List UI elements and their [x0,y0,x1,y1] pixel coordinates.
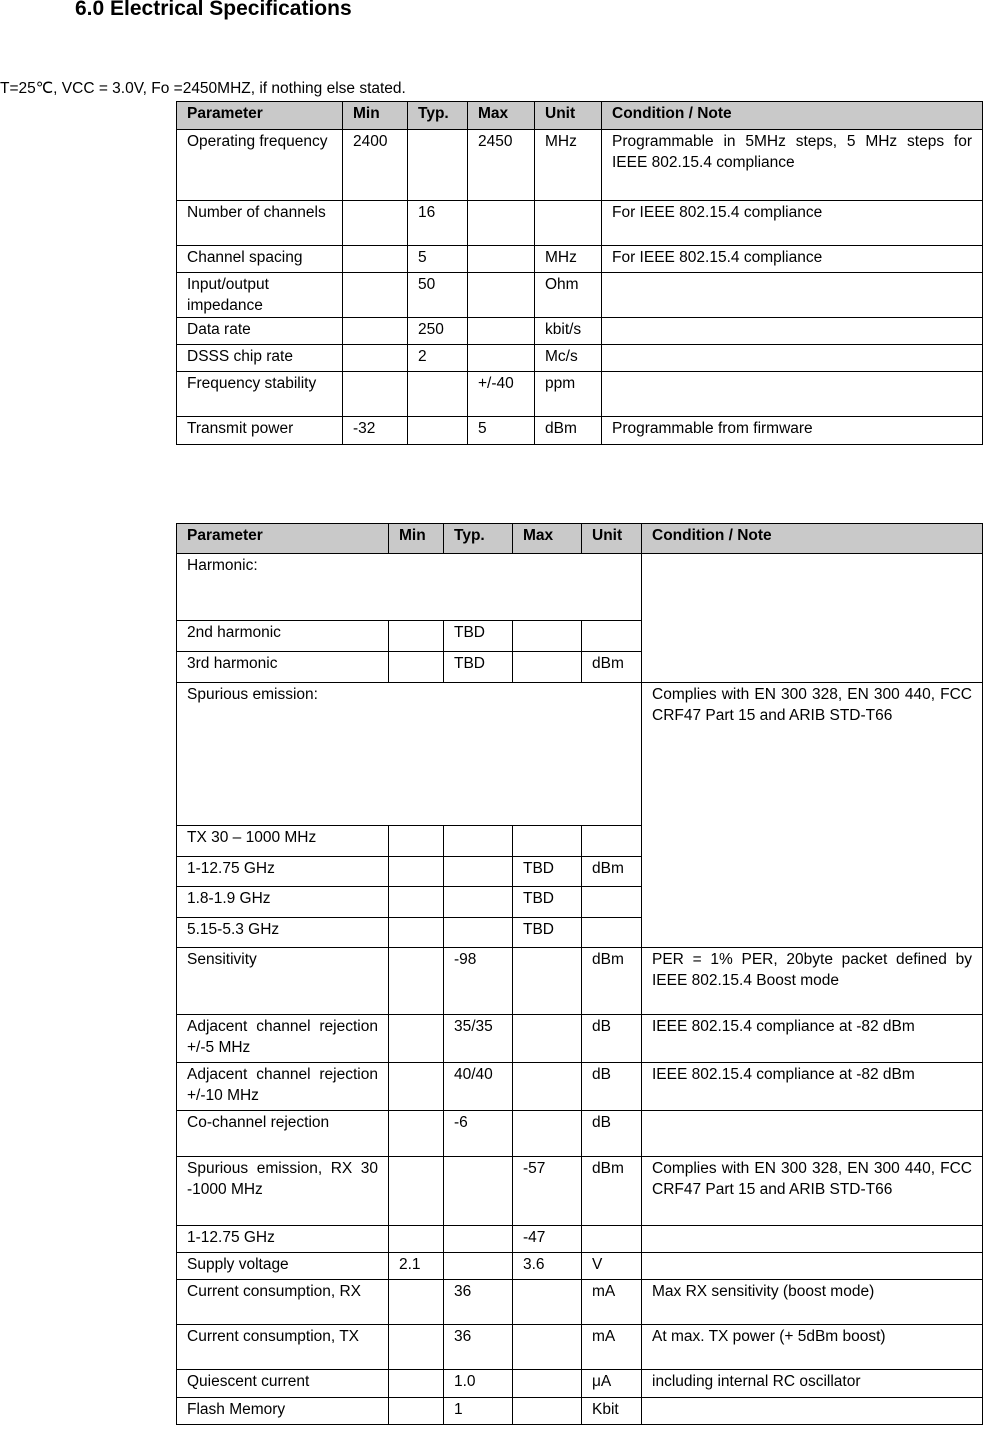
cell-typ: -6 [444,1111,513,1157]
cell-min: -32 [343,417,408,445]
cell-unit: dBm [535,417,602,445]
cell-max [513,1398,582,1425]
table-row [177,1157,983,1226]
cell-unit: MHz [535,246,602,273]
cell-unit: Kbit [582,1398,642,1425]
cell-typ: TBD [444,652,513,683]
cell-parameter: Co-channel rejection [177,1111,389,1157]
header-condition: Condition / Note [602,102,983,130]
cell-unit: MHz [535,130,602,201]
cell-condition: PER = 1% PER, 20byte packet defined by IEEE 802.15.4 Boost mode [642,948,983,1015]
cell-max [513,1111,582,1157]
cell-max [513,1015,582,1063]
cell-unit: dBm [582,1157,642,1226]
cell-parameter: Operating frequency [177,130,343,201]
cell-max [468,318,535,345]
cell-max: TBD [513,857,582,887]
cell-min [389,1280,444,1325]
cell-typ [444,857,513,887]
cell-typ [408,417,468,445]
cell-parameter: Sensitivity [177,948,389,1015]
cell-min [343,318,408,345]
cell-min [389,1370,444,1398]
cell-typ: 36 [444,1325,513,1370]
table-row [177,417,983,445]
cell-unit: dBm [582,948,642,1015]
spurious-label: Spurious emission: [177,683,642,826]
cell-max: 2450 [468,130,535,201]
header-max: Max [513,524,582,554]
cell-max: 3.6 [513,1253,582,1280]
cell-unit [535,201,602,246]
cell-max [513,1280,582,1325]
cell-typ [444,918,513,948]
cell-typ: 40/40 [444,1063,513,1111]
cell-parameter: Number of channels [177,201,343,246]
cell-typ: 2 [408,345,468,372]
header-parameter: Parameter [177,524,389,554]
cell-min [389,857,444,887]
cell-unit: ppm [535,372,602,417]
cell-max [513,1063,582,1111]
cell-max [513,948,582,1015]
header-parameter: Parameter [177,102,343,130]
cell-max [513,826,582,857]
table-row [177,1370,983,1398]
table-row [177,130,983,201]
table-row [177,1398,983,1425]
cell-typ [444,1253,513,1280]
cell-typ: TBD [444,621,513,652]
cell-parameter: Frequency stability [177,372,343,417]
cell-max: -57 [513,1157,582,1226]
cell-unit [582,621,642,652]
cell-min [389,1325,444,1370]
table-row [177,1280,983,1325]
cell-min [389,1157,444,1226]
cell-typ [444,887,513,918]
cell-parameter: Data rate [177,318,343,345]
cell-typ: 16 [408,201,468,246]
cell-parameter: 1-12.75 GHz [177,857,389,887]
header-min: Min [389,524,444,554]
cell-unit: kbit/s [535,318,602,345]
cell-unit [582,887,642,918]
header-min: Min [343,102,408,130]
cell-max: TBD [513,887,582,918]
cell-condition: IEEE 802.15.4 compliance at -82 dBm [642,1063,983,1111]
harmonic-note-cell [642,554,983,683]
cell-condition: Programmable in 5MHz steps, 5 MHz steps for IEEE 802.15.4 compliance [602,130,983,201]
spurious-note: Complies with EN 300 328, EN 300 440, FCC CRF47 Part 15 and ARIB STD-T66 [642,683,983,948]
cell-min [343,273,408,318]
cell-typ: 35/35 [444,1015,513,1063]
cell-unit: V [582,1253,642,1280]
cell-typ [444,826,513,857]
table-row [177,273,983,318]
cell-condition: IEEE 802.15.4 compliance at -82 dBm [642,1015,983,1063]
cell-min [343,201,408,246]
table-row [177,372,983,417]
cell-parameter: 1-12.75 GHz [177,1226,389,1253]
cell-condition [602,318,983,345]
cell-condition: Programmable from firmware [602,417,983,445]
table-row [177,1226,983,1253]
cell-condition [642,1226,983,1253]
cell-condition: For IEEE 802.15.4 compliance [602,246,983,273]
cell-max [468,345,535,372]
table-header-row [177,524,983,554]
cell-max [468,201,535,246]
cell-typ: 50 [408,273,468,318]
cell-parameter: Channel spacing [177,246,343,273]
cell-condition [602,273,983,318]
cell-condition [642,1398,983,1425]
cell-typ: -98 [444,948,513,1015]
cell-min [389,621,444,652]
cell-unit [582,918,642,948]
cell-parameter: Current consumption, TX [177,1325,389,1370]
cell-typ [444,1226,513,1253]
cell-unit: Ohm [535,273,602,318]
cell-unit: dBm [582,652,642,683]
table-row [177,201,983,246]
cell-parameter: 3rd harmonic [177,652,389,683]
cell-parameter: TX 30 – 1000 MHz [177,826,389,857]
cell-typ [408,372,468,417]
cell-min [389,1398,444,1425]
cell-max [513,621,582,652]
cell-max: -47 [513,1226,582,1253]
cell-condition: For IEEE 802.15.4 compliance [602,201,983,246]
cell-unit: dB [582,1063,642,1111]
cell-unit [582,826,642,857]
cell-condition [602,372,983,417]
cell-parameter: Transmit power [177,417,343,445]
test-conditions: T=25℃, VCC = 3.0V, Fo =2450MHZ, if nothing else stated. [0,80,406,97]
cell-unit: mA [582,1325,642,1370]
cell-min [389,887,444,918]
cell-min [389,1226,444,1253]
cell-min: 2400 [343,130,408,201]
cell-condition [642,1253,983,1280]
cell-min: 2.1 [389,1253,444,1280]
cell-min [343,246,408,273]
cell-unit: dB [582,1111,642,1157]
table-row [177,246,983,273]
cell-condition [602,345,983,372]
table-row [177,1253,983,1280]
header-unit: Unit [535,102,602,130]
cell-max [513,1325,582,1370]
cell-parameter: Adjacent channel rejection +/-5 MHz [177,1015,389,1063]
cell-unit: Mc/s [535,345,602,372]
cell-condition: At max. TX power (+ 5dBm boost) [642,1325,983,1370]
cell-typ: 36 [444,1280,513,1325]
table-row [177,345,983,372]
cell-parameter: Flash Memory [177,1398,389,1425]
cell-unit [582,1226,642,1253]
cell-parameter: 5.15-5.3 GHz [177,918,389,948]
cell-max [513,1370,582,1398]
cell-max: 5 [468,417,535,445]
cell-max [468,273,535,318]
table-row [177,1063,983,1111]
cell-typ: 5 [408,246,468,273]
cell-typ [408,130,468,201]
cell-max: +/-40 [468,372,535,417]
cell-condition [642,1111,983,1157]
cell-min [343,372,408,417]
table-row [177,1111,983,1157]
table-row [177,1015,983,1063]
table-header-row [177,102,983,130]
cell-parameter: Adjacent channel rejection +/-10 MHz [177,1063,389,1111]
harmonic-label: Harmonic: [177,554,642,621]
cell-max [513,652,582,683]
cell-min [389,826,444,857]
cell-parameter: Spurious emission, RX 30 -1000 MHz [177,1157,389,1226]
cell-min [389,1063,444,1111]
cell-max: TBD [513,918,582,948]
cell-typ: 250 [408,318,468,345]
cell-unit: dBm [582,857,642,887]
cell-condition: including internal RC oscillator [642,1370,983,1398]
cell-min [343,345,408,372]
header-typ: Typ. [408,102,468,130]
cell-parameter: 2nd harmonic [177,621,389,652]
header-typ: Typ. [444,524,513,554]
cell-min [389,1015,444,1063]
cell-unit: dB [582,1015,642,1063]
cell-condition: Max RX sensitivity (boost mode) [642,1280,983,1325]
page-heading: 6.0 Electrical Specifications [75,0,352,20]
header-max: Max [468,102,535,130]
cell-max [468,246,535,273]
spec-table-1 [176,101,983,445]
cell-min [389,948,444,1015]
cell-typ: 1.0 [444,1370,513,1398]
cell-min [389,652,444,683]
table-row [177,1325,983,1370]
cell-min [389,1111,444,1157]
cell-unit: μA [582,1370,642,1398]
cell-typ: 1 [444,1398,513,1425]
cell-typ [444,1157,513,1226]
table-row [177,554,983,621]
cell-parameter: 1.8-1.9 GHz [177,887,389,918]
header-condition: Condition / Note [642,524,983,554]
cell-parameter: Current consumption, RX [177,1280,389,1325]
cell-parameter: Quiescent current [177,1370,389,1398]
table-row [177,318,983,345]
spec-table-2 [176,523,983,1425]
cell-parameter: Supply voltage [177,1253,389,1280]
table-row [177,683,983,826]
cell-condition: Complies with EN 300 328, EN 300 440, FCC CRF47 Part 15 and ARIB STD-T66 [642,1157,983,1226]
cell-parameter: DSSS chip rate [177,345,343,372]
cell-min [389,918,444,948]
cell-unit: mA [582,1280,642,1325]
cell-parameter: Input/output impedance [177,273,343,318]
table-row [177,948,983,1015]
header-unit: Unit [582,524,642,554]
